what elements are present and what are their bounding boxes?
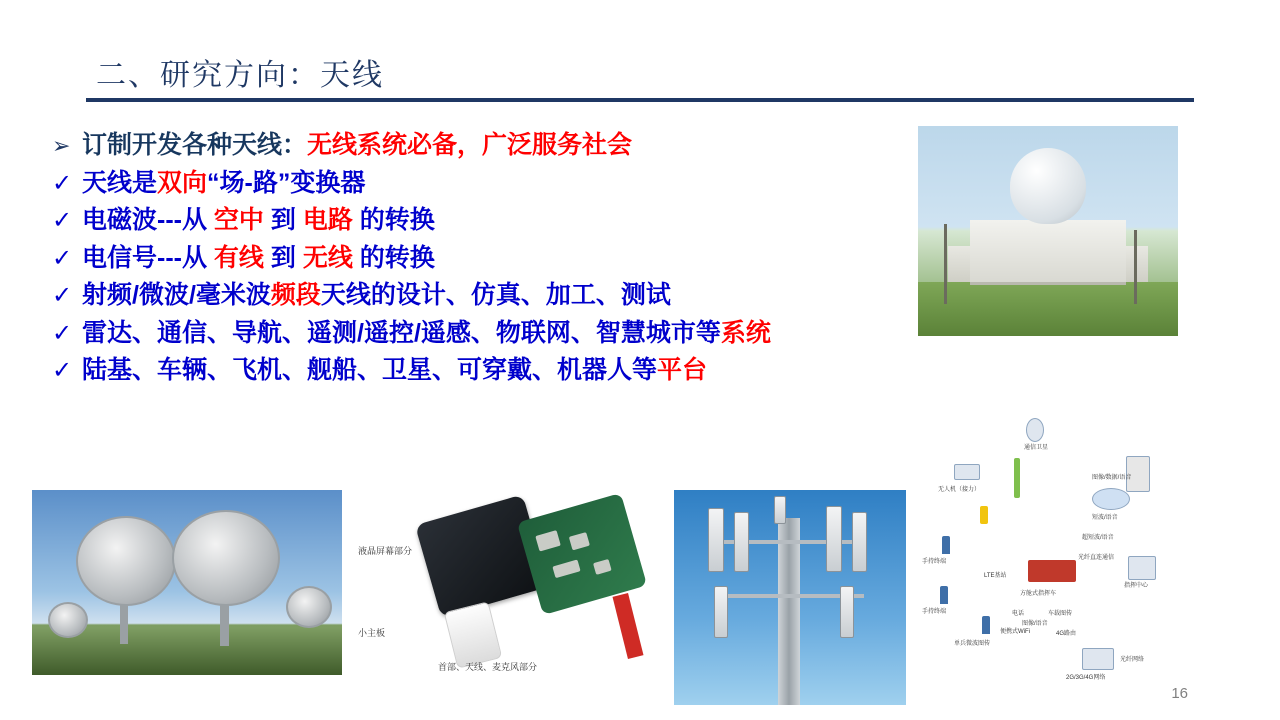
check-bullet-icon: ✓ bbox=[52, 169, 73, 197]
bullet-list bbox=[52, 130, 952, 393]
text-segment: 变换器 bbox=[290, 168, 366, 197]
photo-label-antenna-mic: 首部、天线、麦克风部分 bbox=[438, 662, 538, 672]
wireless-network-topology-diagram bbox=[916, 410, 1178, 696]
mast-node bbox=[1014, 458, 1020, 498]
list-item-text bbox=[82, 355, 707, 386]
cellular-base-station-tower-photo bbox=[674, 490, 906, 705]
diagram-label: 短波/语音 bbox=[1092, 515, 1118, 521]
antenna-panel bbox=[734, 512, 749, 572]
check-bullet-icon: ✓ bbox=[52, 282, 73, 309]
page-title: 二、研究方向：天线 bbox=[96, 59, 384, 92]
text-segment: 双向 bbox=[157, 168, 208, 197]
antenna-panel bbox=[774, 496, 786, 524]
list-item-text bbox=[82, 205, 435, 236]
arrow-bullet-icon: ➢ bbox=[52, 133, 71, 158]
parabolic-dish-small bbox=[286, 586, 332, 628]
text-segment: 平台 bbox=[657, 356, 708, 384]
diagram-label: 图像/语音 bbox=[1022, 621, 1048, 627]
text-segment: 的转换 bbox=[352, 206, 435, 234]
ground-area bbox=[918, 282, 1178, 336]
command-vehicle-node bbox=[1028, 560, 1076, 582]
antenna-panel bbox=[714, 586, 728, 638]
radar-radome-building-photo bbox=[918, 126, 1178, 336]
check-bullet-icon: ✓ bbox=[52, 319, 73, 347]
phone-bottom-module bbox=[444, 601, 503, 668]
diagram-label: 电话 bbox=[1012, 611, 1025, 617]
tower-mast bbox=[778, 518, 800, 705]
text-segment: 电信号---从 bbox=[82, 243, 214, 272]
list-item bbox=[52, 243, 952, 274]
diagram-label: 超短波/语音 bbox=[1082, 535, 1114, 541]
text-segment: 频段 bbox=[270, 281, 321, 309]
antenna-panel bbox=[826, 506, 842, 572]
list-item bbox=[52, 355, 952, 386]
lightning-link bbox=[980, 506, 988, 524]
text-segment: 陆基、车辆、飞机、舰船、卫星、可穿戴、机器人等 bbox=[82, 356, 658, 384]
chip bbox=[552, 559, 580, 578]
photo-label-screen: 液晶屏幕部分 bbox=[358, 546, 413, 556]
list-item bbox=[52, 318, 952, 349]
diagram-label: 便携式WiFi bbox=[1000, 629, 1030, 635]
diagram-label: 2G/3G/4G网络 bbox=[1066, 675, 1106, 681]
list-item bbox=[52, 130, 952, 161]
building-main bbox=[970, 220, 1126, 285]
diagram-label: 光纤网络 bbox=[1120, 657, 1145, 663]
text-segment: 订制开发各种天线： bbox=[82, 131, 308, 159]
list-item-text bbox=[82, 318, 771, 349]
text-segment: 电磁波---从 bbox=[82, 206, 214, 234]
diagram-label: 无人机（接力） bbox=[938, 487, 981, 493]
list-item-text bbox=[82, 243, 435, 274]
diagram-label: 手持终端 bbox=[922, 609, 947, 615]
parabolic-dish bbox=[76, 516, 176, 606]
text-segment: 射频/微波/毫米波 bbox=[82, 281, 271, 309]
phone-red-component bbox=[612, 593, 643, 659]
soldier-node bbox=[942, 536, 950, 554]
chip bbox=[569, 532, 590, 550]
diagram-label: 方舱式指挥车 bbox=[1020, 591, 1057, 597]
text-segment: 到 bbox=[263, 206, 303, 234]
text-segment: 电路 bbox=[302, 206, 353, 234]
diagram-label: 手持终端 bbox=[922, 559, 947, 565]
utility-pole bbox=[944, 224, 947, 304]
text-segment: “场-路” bbox=[207, 168, 291, 197]
text-segment: 无线系统必备，广泛服务社会 bbox=[307, 131, 633, 159]
check-bullet-icon: ✓ bbox=[52, 244, 73, 272]
photo-label-mainboard: 小主板 bbox=[358, 628, 386, 638]
phone-teardown-photo bbox=[352, 490, 664, 675]
diagram-label: 光纤直连通信 bbox=[1078, 555, 1115, 561]
text-segment: 到 bbox=[263, 243, 303, 272]
list-item-text bbox=[82, 130, 632, 161]
text-segment: 系统 bbox=[720, 318, 771, 347]
text-segment: 无线 bbox=[302, 243, 353, 272]
cloud-node bbox=[1092, 488, 1130, 510]
text-segment: 的转换 bbox=[352, 243, 435, 272]
antenna-panel bbox=[852, 512, 867, 572]
list-item-text bbox=[82, 168, 365, 199]
large-dish-antennas-photo bbox=[32, 490, 342, 675]
title-underline bbox=[86, 98, 1194, 102]
text-segment: 雷达、通信、导航、遥测/遥控/遥感、物联网、智慧城市等 bbox=[82, 318, 721, 347]
chip bbox=[535, 530, 561, 551]
command-center-node bbox=[1128, 556, 1156, 580]
soldier-node bbox=[940, 586, 948, 604]
check-bullet-icon: ✓ bbox=[52, 207, 73, 234]
uav-node bbox=[954, 464, 980, 480]
soldier-node bbox=[982, 616, 990, 634]
diagram-label: 图像/数据/语音 bbox=[1092, 475, 1132, 481]
satellite-node bbox=[1026, 418, 1044, 442]
diagram-label: 4G路由 bbox=[1056, 631, 1077, 637]
parabolic-dish-small bbox=[48, 602, 88, 638]
check-bullet-icon: ✓ bbox=[52, 357, 73, 384]
diagram-label: 通信卫星 bbox=[1024, 445, 1049, 451]
parabolic-dish bbox=[172, 510, 280, 606]
diagram-label: LTE基站 bbox=[984, 573, 1007, 579]
diagram-label: 单兵微波图传 bbox=[954, 641, 991, 647]
antenna-panel bbox=[840, 586, 854, 638]
antenna-panel bbox=[708, 508, 724, 572]
text-segment: 天线是 bbox=[82, 168, 158, 197]
radome-dome bbox=[1010, 148, 1086, 224]
chip bbox=[593, 559, 612, 575]
text-segment: 空中 bbox=[213, 206, 264, 234]
list-item-text bbox=[82, 280, 671, 311]
utility-pole bbox=[1134, 230, 1137, 304]
cellular-network-node bbox=[1082, 648, 1114, 670]
text-segment: 有线 bbox=[213, 243, 264, 272]
diagram-label: 车载图传 bbox=[1048, 611, 1073, 617]
list-item bbox=[52, 168, 952, 199]
diagram-label: 指挥中心 bbox=[1124, 583, 1149, 589]
text-segment: 天线的设计、仿真、加工、测试 bbox=[320, 281, 671, 309]
slide-number: 16 bbox=[1171, 685, 1188, 702]
list-item bbox=[52, 205, 952, 236]
list-item bbox=[52, 280, 952, 311]
